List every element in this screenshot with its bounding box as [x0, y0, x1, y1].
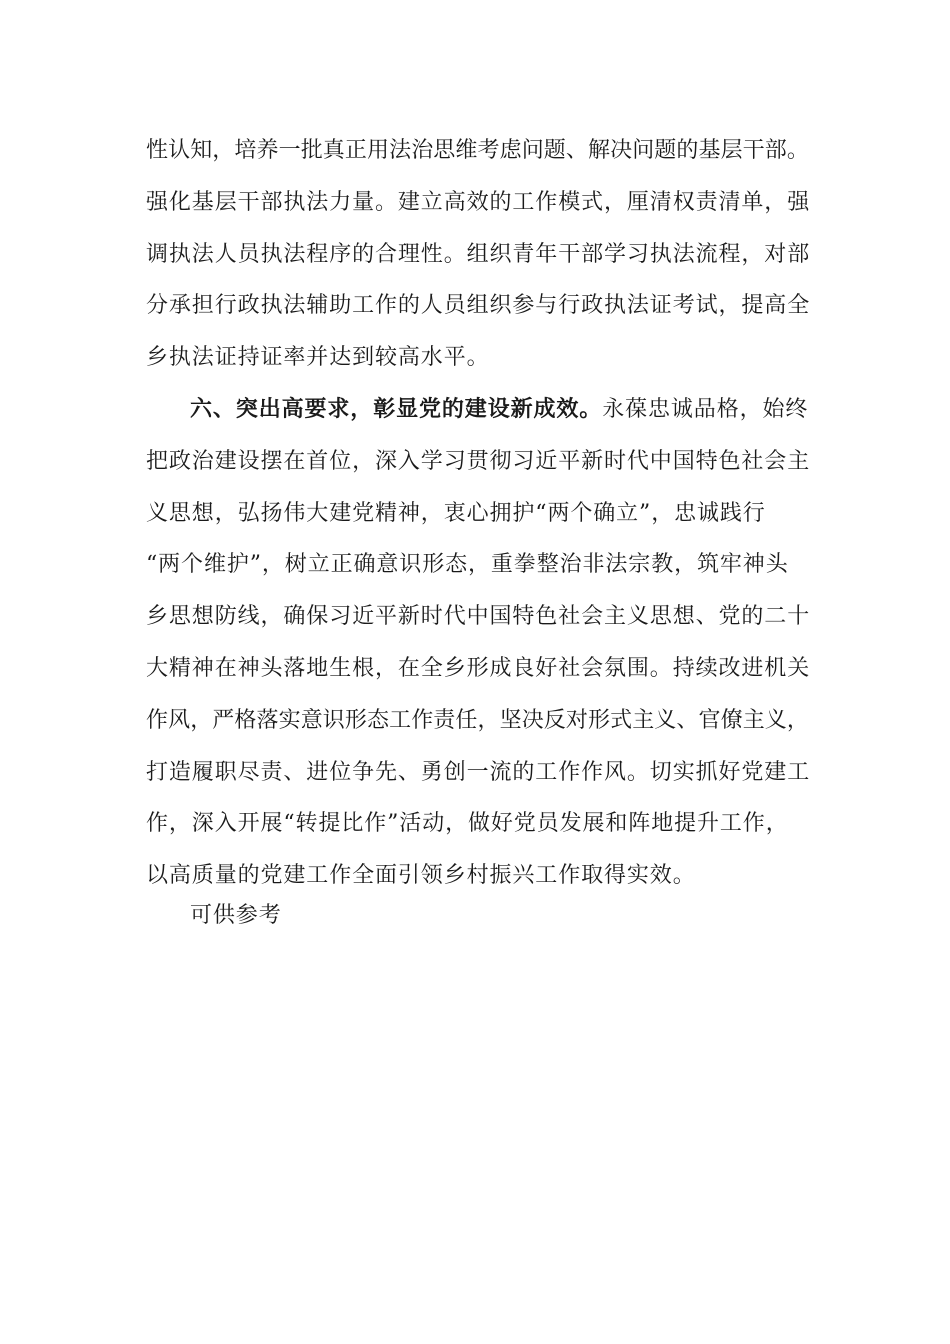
paragraph-line: 把政治建设摆在首位，深入学习贯彻习近平新时代中国特色社会主 — [146, 448, 811, 474]
paragraph-line: 乡思想防线，确保习近平新时代中国特色社会主义思想、党的二十 — [146, 604, 811, 630]
paragraph-line: 作，深入开展“转提比作”活动，做好党员发展和阵地提升工作， — [146, 811, 789, 837]
closing-note — [146, 890, 811, 942]
paragraph-line: 以高质量的党建工作全面引领乡村振兴工作取得实效。 — [146, 863, 696, 889]
paragraph-line: 作风，严格落实意识形态工作责任，坚决反对形式主义、官僚主义， — [146, 707, 810, 733]
paragraph-line: 强化基层干部执法力量。建立高效的工作模式，厘清权责清单，强 — [146, 189, 811, 215]
paragraph-line: 打造履职尽责、进位争先、勇创一流的工作作风。切实抓好党建工 — [146, 759, 811, 785]
closing-text: 可供参考 — [190, 903, 282, 928]
paragraph-line: 义思想，弘扬伟大建党精神，衷心拥护“两个确立”，忠诚践行 — [146, 500, 766, 526]
paragraph-line: “两个维护”，树立正确意识形态，重拳整治非法宗教，筑牢神头 — [146, 552, 789, 578]
paragraph-line: 大精神在神头落地生根，在全乡形成良好社会氛围。持续改进机关 — [146, 655, 811, 681]
paragraph-line: 分承担行政执法辅助工作的人员组织参与行政执法证考试，提高全 — [146, 293, 811, 319]
paragraph-rule-of-law — [146, 125, 811, 384]
paragraph-line: 性认知，培养一批真正用法治思维考虑问题、解决问题的基层干部。 — [146, 138, 810, 163]
paragraph-party-building — [146, 384, 811, 902]
section-heading: 六、突出高要求，彰显党的建设新成效。 — [190, 396, 603, 422]
paragraph-line: 调执法人员执法程序的合理性。组织青年干部学习执法流程，对部 — [146, 241, 811, 267]
paragraph-line: 乡执法证持证率并达到较高水平。 — [146, 345, 490, 371]
paragraph-first-line — [146, 384, 811, 436]
heading-continuation: 永葆忠诚品格，始终 — [602, 397, 809, 422]
